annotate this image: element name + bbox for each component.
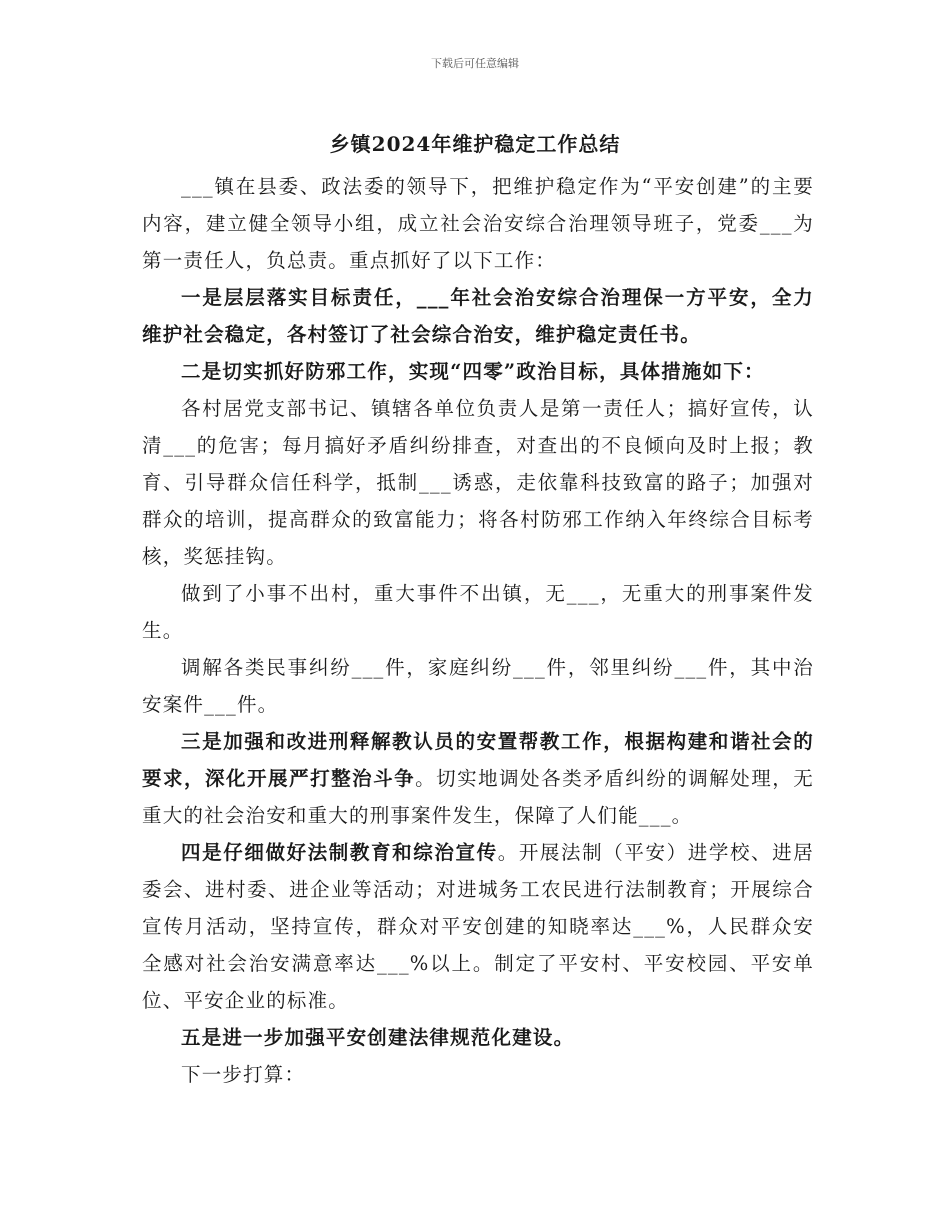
paragraph-point-three-heading: 三是加强和改进刑释解教认员的安置帮教工作，根据构建和谐社会的要求，深化开展严打整治斗争 bbox=[142, 730, 814, 790]
paragraph-point-five: 五是进一步加强平安创建法律规范化建设。 bbox=[181, 1026, 575, 1049]
page-header-note: 下载后可任意编辑 bbox=[431, 57, 519, 70]
paragraph-point-four-heading: 四是仔细做好法制教育和综治宣传 bbox=[181, 841, 498, 864]
paragraph-results: 做到了小事不出村，重大事件不出镇，无___，无重大的刑事案件发生。 bbox=[142, 582, 814, 642]
paragraph-point-three-text: 。切实地调处各类矛盾纠纷的调解处理，无重大的社会治安和重大的刑事案件发生，保障了人们能___。 bbox=[142, 767, 814, 827]
paragraph-point-four-text: 。开展法制（平安）进学校、进居委会、进村委、进企业等活动；对进城务工农民进行法制教育；开展综合宣传月活动，坚持宣传，群众对平安创建的知晓率达___%，人民群众安全感对社会治安满意率达___%以上。制定了平安村、平安校园、平安单位、平安企业的标准。 bbox=[142, 841, 814, 1012]
paragraph-measures: 各村居党支部书记、镇辖各单位负责人是第一责任人；搞好宣传，认清___的危害；每月搞好矛盾纠纷排查，对查出的不良倾向及时上报；教育、引导群众信任科学，抵制___诱惑，走依靠科技致富的路子；加强对群众的培训，提高群众的致富能力；将各村防邪工作纳入年终综合目标考核，奖惩挂钩。 bbox=[142, 397, 814, 568]
document-body bbox=[142, 168, 814, 1093]
paragraph-intro: ___镇在县委、政法委的领导下，把维护稳定作为“平安创建”的主要内容，建立健全领导小组，成立社会治安综合治理领导班子，党委___为第一责任人，负总责。重点抓好了以下工作： bbox=[142, 175, 814, 272]
paragraph-point-one: 一是层层落实目标责任，___年社会治安综合治理保一方平安，全力维护社会稳定，各村签订了社会综合治安，维护稳定责任书。 bbox=[142, 286, 814, 346]
paragraph-disputes: 调解各类民事纠纷___件，家庭纠纷___件，邻里纠纷___件，其中治安案件___件。 bbox=[142, 656, 814, 716]
paragraph-point-three bbox=[142, 723, 814, 834]
paragraph-next-steps: 下一步打算： bbox=[181, 1063, 306, 1086]
document-title: 乡镇2024年维护稳定工作总结 bbox=[329, 132, 621, 156]
paragraph-point-four bbox=[142, 834, 814, 1019]
paragraph-point-two: 二是切实抓好防邪工作，实现“四零”政治目标，具体措施如下： bbox=[181, 360, 765, 383]
